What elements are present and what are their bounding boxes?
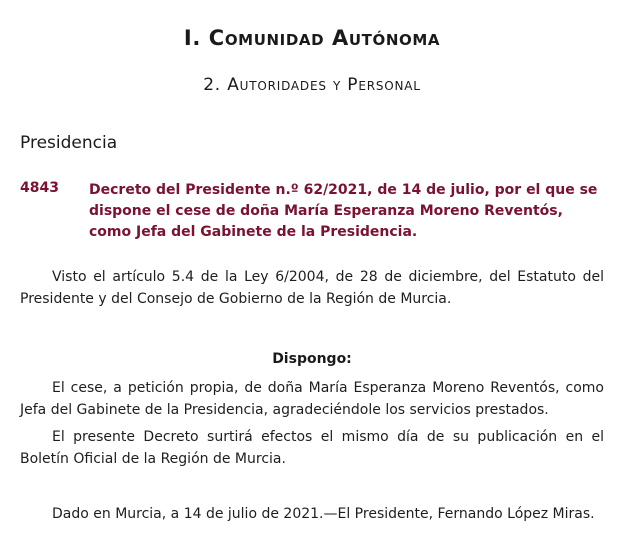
- signature-paragraph: Dado en Murcia, a 14 de julio de 2021.—El Presidente, Fernando López Miras.: [52, 506, 595, 522]
- dispongo-heading: Dispongo:: [272, 351, 352, 367]
- decree-number: 4843: [20, 180, 59, 196]
- decree-title: Decreto del Presidente n.º 62/2021, de 14 de julio, por el que se dispone el cese de doña María Esperanza Moreno Reventós, como Jefa del Gabinete de la Presidencia.: [89, 182, 598, 240]
- efectos-paragraph: El presente Decreto surtirá efectos el mismo día de su publicación en el Boletín Oficial de la Región de Murcia.: [20, 429, 604, 467]
- subsection-title: 2. Autoridades y Personal: [203, 75, 421, 95]
- visto-paragraph: Visto el artículo 5.4 de la Ley 6/2004, de 28 de diciembre, del Estatuto del Presidente y del Consejo de Gobierno de la Región de Murcia.: [20, 269, 604, 307]
- cese-paragraph: El cese, a petición propia, de doña María Esperanza Moreno Reventós, como Jefa del Gabinete de la Presidencia, agradeciéndole los servicios prestados.: [20, 380, 604, 418]
- section-title: I. Comunidad Autónoma: [183, 26, 441, 50]
- organization-heading: Presidencia: [20, 133, 118, 153]
